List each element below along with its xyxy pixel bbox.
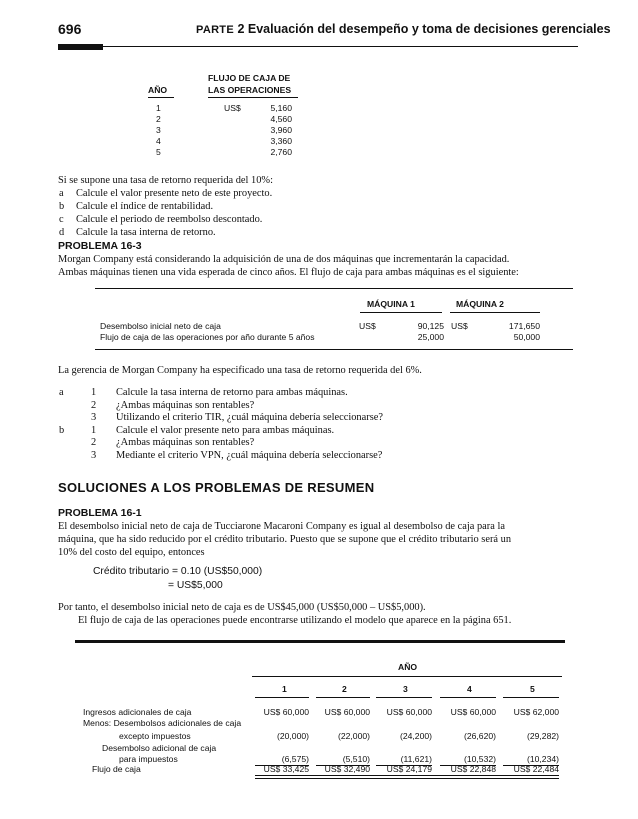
- list-item: [58, 424, 578, 437]
- value-cell: 90,125: [417, 321, 444, 331]
- list-item: [58, 213, 578, 226]
- item-text: Calcule el valor presente neto para ambas máquinas.: [116, 424, 335, 436]
- years-underline-1: [255, 697, 309, 698]
- question-list: [58, 187, 578, 239]
- row-label: Desembolso inicial neto de caja: [100, 321, 221, 331]
- value-cell: (20,000): [276, 731, 309, 741]
- year-cell: 2: [156, 114, 161, 124]
- item-text: Calcule el valor presente neto de este proyecto.: [76, 188, 273, 199]
- machine-2-header: MÁQUINA 2: [456, 299, 504, 309]
- value-cell: (26,620): [463, 731, 496, 741]
- list-item: [58, 226, 578, 239]
- table-row: [148, 147, 298, 158]
- item-letter: c: [59, 214, 64, 225]
- year-cell: 5: [156, 147, 161, 157]
- item-number: 2: [91, 437, 97, 448]
- double-rule-a: [255, 775, 559, 776]
- row-label: Ingresos adicionales de caja: [83, 707, 192, 717]
- item-text: ¿Ambas máquinas son rentables?: [116, 437, 255, 448]
- item-letter: b: [59, 424, 65, 436]
- item-text: ¿Ambas máquinas son rentables?: [116, 399, 255, 411]
- table-row: [148, 114, 298, 125]
- table-row: [95, 332, 573, 343]
- item-text: Mediante el criterio VPN, ¿cuál máquina debería seleccionarse?: [116, 449, 383, 461]
- table-row: [148, 103, 298, 114]
- solution-line1: El desembolso inicial neto de caja de Tucciarone Macaroni Company es igual al desembolso de caja para la: [58, 521, 505, 532]
- list-item: [58, 449, 578, 462]
- problem-16-3-after: La gerencia de Morgan Company ha especificado una tasa de retorno requerida del 6%.: [58, 365, 422, 376]
- machine-table-bottom-rule: [95, 349, 573, 350]
- item-number: 1: [91, 424, 97, 436]
- year-cell: 4: [156, 136, 161, 146]
- value-cell: 3,960: [270, 125, 292, 135]
- years-underline-3: [376, 697, 432, 698]
- running-head: [196, 22, 611, 36]
- row-label: excepto impuestos: [119, 731, 191, 741]
- years-underline-4: [440, 697, 496, 698]
- year-col-5: 5: [530, 684, 535, 694]
- header-rule: [58, 46, 578, 47]
- table-top-thick-rule: [75, 640, 565, 643]
- value-cell: (10,532): [463, 754, 496, 764]
- item-number: 3: [91, 412, 97, 423]
- item-letter: b: [59, 201, 65, 212]
- table-row-total: [75, 764, 565, 775]
- item-text: Calcule la tasa interna de retorno para ambas máquinas.: [116, 387, 348, 398]
- machine-1-header: MÁQUINA 1: [367, 299, 415, 309]
- problem-16-3-line1: Morgan Company está considerando la adquisición de una de dos máquinas que incrementarán la capacidad.: [58, 254, 510, 265]
- value-cell: 50,000: [513, 332, 540, 342]
- value-cell: US$ 60,000: [450, 707, 496, 717]
- operations-cashflow-table: [75, 640, 565, 775]
- currency-cell: US$: [451, 321, 468, 331]
- table-row: [148, 125, 298, 136]
- currency-cell: US$: [359, 321, 376, 331]
- solution-line2: máquina, que ha sido reducido por el crédito tributario. Puesto que se supone que el crédito tributario será un: [58, 534, 512, 545]
- value-cell: 171,650: [508, 321, 540, 331]
- double-rule-b: [255, 778, 559, 779]
- solution-para2: Por tanto, el desembolso inicial neto de caja es de US$45,000 (US$50,000 – US$5,000).: [58, 602, 426, 613]
- table-row: [75, 743, 565, 754]
- item-text: Calcule el periodo de reembolso descontado.: [76, 214, 263, 225]
- table-row: [148, 136, 298, 147]
- solution-line3: 10% del costo del equipo, entonces: [58, 547, 205, 558]
- row-label: Flujo de caja de las operaciones por año durante 5 años: [100, 332, 315, 342]
- table-row: [95, 321, 573, 332]
- years-underline-5: [503, 697, 559, 698]
- value-cell: (10,234): [526, 754, 559, 764]
- row-label: para impuestos: [119, 754, 178, 764]
- problem-16-3-line2: Ambas máquinas tienen una vida esperada de cinco años. El flujo de caja para ambas máquinas es el siguiente:: [58, 267, 519, 278]
- item-text: Calcule la tasa interna de retorno.: [76, 227, 216, 238]
- formula-line1: Crédito tributario = 0.10 (US$50,000): [93, 566, 263, 577]
- value-cell: US$ 24,179: [386, 764, 432, 774]
- item-text: Utilizando el criterio TIR, ¿cuál máquina debería seleccionarse?: [116, 412, 383, 423]
- value-cell: US$ 60,000: [263, 707, 309, 717]
- table-row: [75, 707, 565, 718]
- years-underline-2: [316, 697, 370, 698]
- solutions-heading: SOLUCIONES A LOS PROBLEMAS DE RESUMEN: [58, 480, 375, 495]
- value-cell: US$ 22,848: [450, 764, 496, 774]
- machine-2-header-underline: [450, 312, 540, 313]
- year-col-3: 3: [403, 684, 408, 694]
- value-cell: US$ 32,490: [324, 764, 370, 774]
- item-number: 3: [91, 449, 97, 461]
- year-col-4: 4: [467, 684, 472, 694]
- row-label: Menos: Desembolsos adicionales de caja: [83, 718, 242, 728]
- part-label: PARTE: [196, 24, 234, 36]
- header-underline-cashflow: [208, 97, 298, 98]
- value-cell: 25,000: [417, 332, 444, 342]
- value-cell: US$ 60,000: [386, 707, 432, 717]
- value-cell: (5,510): [342, 754, 370, 764]
- value-cell: US$ 62,000: [513, 707, 559, 717]
- col-cashflow-header-line1: FLUJO DE CAJA DE: [208, 73, 291, 83]
- item-number: 1: [91, 387, 97, 398]
- header-underline-year: [148, 97, 174, 98]
- year-cell: 3: [156, 125, 161, 135]
- solution-para3: El flujo de caja de las operaciones puede encontrarse utilizando el modelo que aparece en la página 651.: [78, 615, 512, 626]
- year-cell: 1: [156, 103, 161, 113]
- table-row: [75, 731, 565, 742]
- value-cell: US$ 22,484: [513, 764, 559, 774]
- col-cashflow-header-line2: LAS OPERACIONES: [208, 85, 292, 95]
- row-label: Flujo de caja: [92, 764, 141, 774]
- question-list: [58, 386, 578, 461]
- value-cell: US$ 33,425: [263, 764, 309, 774]
- list-item: [58, 187, 578, 200]
- intro-text: Si se supone una tasa de retorno requerida del 10%:: [58, 175, 273, 186]
- year-header: AÑO: [398, 662, 418, 672]
- row-label: Desembolso adicional de caja: [102, 743, 217, 753]
- machine-table-top-rule: [95, 288, 573, 289]
- value-cell: US$ 60,000: [324, 707, 370, 717]
- problem-16-3-title: PROBLEMA 16-3: [58, 240, 142, 252]
- value-cell: 5,160: [270, 103, 292, 113]
- value-cell: (24,200): [399, 731, 432, 741]
- year-col-1: 1: [282, 684, 287, 694]
- item-letter: d: [59, 227, 65, 238]
- col-year-header: AÑO: [148, 85, 168, 95]
- item-number: 2: [91, 399, 97, 411]
- year-header-underline: [252, 676, 562, 677]
- list-item: [58, 436, 578, 449]
- value-cell: 3,360: [270, 136, 292, 146]
- value-cell: (6,575): [281, 754, 309, 764]
- machine-1-header-underline: [360, 312, 442, 313]
- cashflow-table: [148, 70, 298, 160]
- value-cell: (22,000): [337, 731, 370, 741]
- header-black-bar: [58, 44, 103, 50]
- part-number: 2: [237, 22, 245, 36]
- problem-16-1-title: PROBLEMA 16-1: [58, 507, 142, 519]
- item-letter: a: [59, 387, 64, 398]
- part-title: Evaluación del desempeño y toma de decisiones gerenciales: [247, 22, 611, 36]
- item-text: Calcule el índice de rentabilidad.: [76, 201, 214, 212]
- formula-line2: = US$5,000: [168, 580, 223, 591]
- value-cell: (29,282): [526, 731, 559, 741]
- list-item: [58, 386, 578, 399]
- currency-cell: US$: [224, 103, 241, 113]
- value-cell: 4,560: [270, 114, 292, 124]
- year-col-2: 2: [342, 684, 347, 694]
- page-number: 696: [58, 21, 82, 37]
- value-cell: 2,760: [270, 147, 292, 157]
- list-item: [58, 200, 578, 213]
- list-item: [58, 399, 578, 412]
- table-row: [75, 718, 565, 729]
- item-letter: a: [59, 188, 64, 199]
- value-cell: (11,621): [400, 754, 432, 764]
- list-item: [58, 411, 578, 424]
